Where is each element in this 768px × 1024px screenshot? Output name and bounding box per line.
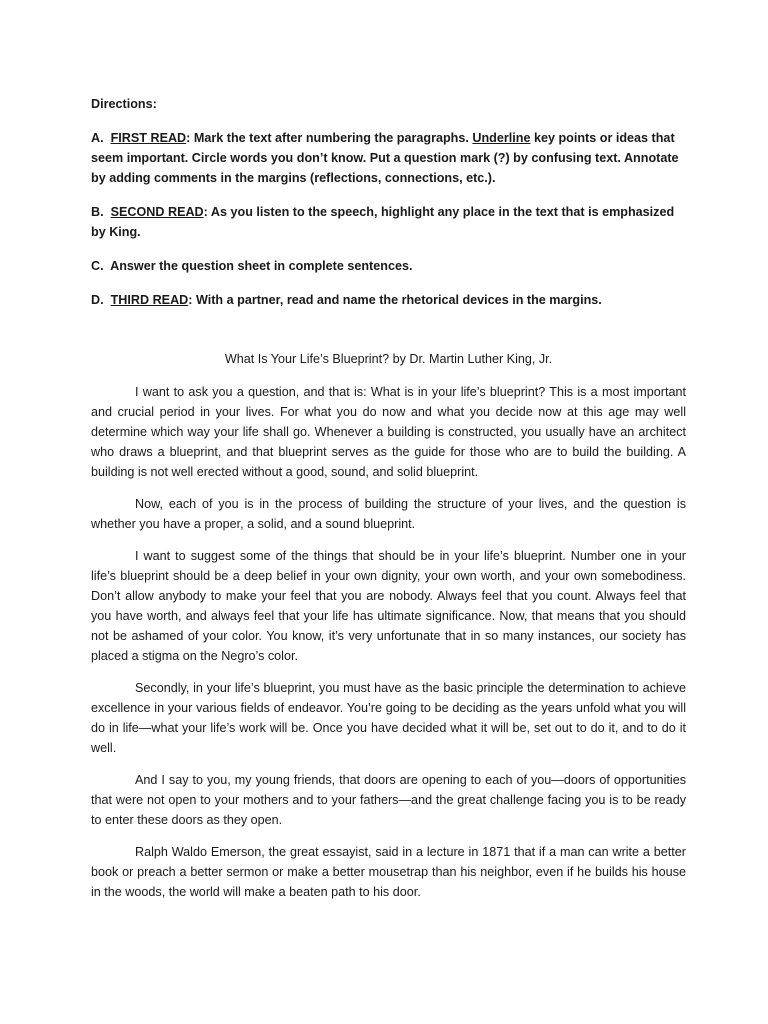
direction-text: key points or ideas that seem important. Circle words you don’t know. Put a question mark (?) by confusing text. Annotate by adding comments in the margins (reflections, connections, etc.). <box>91 131 679 185</box>
direction-item-c <box>91 256 691 276</box>
essay-paragraph: Ralph Waldo Emerson, the great essayist, said in a lecture in 1871 that if a man can write a better book or preach a better sermon or make a better mousetrap than his neighbor, even if he builds his house in the woods, the world will make a beaten path to his door. <box>91 845 686 899</box>
direction-label-first-read: FIRST READ <box>110 131 187 145</box>
essay-paragraph: I want to suggest some of the things that should be in your life’s blueprint. Number one in your life’s blueprint should be a deep belief in your own dignity, your own worth, and your own somebodiness. Don’t allow anybody to make your feel that you are nobody. Always feel that you count. Always feel that you have worth, and always feel that your life has ultimate significance. Now, that means that you should not be ashamed of your color. You know, it’s very unfortunate that in so many instances, our society has placed a stigma on the Negro’s color. <box>91 549 686 663</box>
essay-paragraph: I want to ask you a question, and that is: What is in your life’s blueprint? This is a most important and crucial period in your lives. For what you do now and what you decide now at this age may well determine which way your life shall go. Whenever a building is constructed, you usually have an architect who draws a blueprint, and that blueprint serves as the guide for those who are to build the building. A building is not well erected without a good, sound, and solid blueprint. <box>91 385 686 479</box>
essay-title: What Is Your Life’s Blueprint? by Dr. Martin Luther King, Jr. <box>224 352 553 366</box>
direction-item-a <box>91 128 691 188</box>
direction-text: : Mark the text after numbering the paragraphs. <box>186 131 473 145</box>
direction-text: Answer the question sheet in complete sentences. <box>110 259 413 273</box>
direction-label-third-read: THIRD READ <box>110 293 189 307</box>
direction-text: : With a partner, read and name the rhetorical devices in the margins. <box>188 293 602 307</box>
direction-item-b <box>91 202 691 242</box>
direction-text: : As you listen to the speech, highlight any place in the text that is emphasized by King. <box>91 205 675 239</box>
direction-letter: A. <box>91 131 104 145</box>
direction-letter: D. <box>91 293 104 307</box>
direction-label-second-read: SECOND READ <box>110 205 204 219</box>
directions-section <box>91 94 691 324</box>
essay-paragraph: Secondly, in your life’s blueprint, you must have as the basic principle the determination to achieve excellence in your various fields of endeavor. You’re going to be deciding as the years unfold what you will do in life—what your life’s work will be. Once you have decided what it will be, set out to do it, and to do it well. <box>91 681 686 755</box>
essay-section <box>91 349 686 914</box>
essay-paragraph: And I say to you, my young friends, that doors are opening to each of you—doors of opportunities that were not open to your mothers and to your fathers—and the great challenge facing you is to be ready to enter these doors as they open. <box>91 773 686 827</box>
underline-word: Underline <box>472 131 531 145</box>
direction-item-d <box>91 290 691 310</box>
direction-letter: B. <box>91 205 104 219</box>
direction-letter: C. <box>91 259 104 273</box>
directions-heading: Directions: <box>91 97 157 111</box>
essay-paragraph: Now, each of you is in the process of building the structure of your lives, and the question is whether you have a proper, a solid, and a sound blueprint. <box>91 497 686 531</box>
